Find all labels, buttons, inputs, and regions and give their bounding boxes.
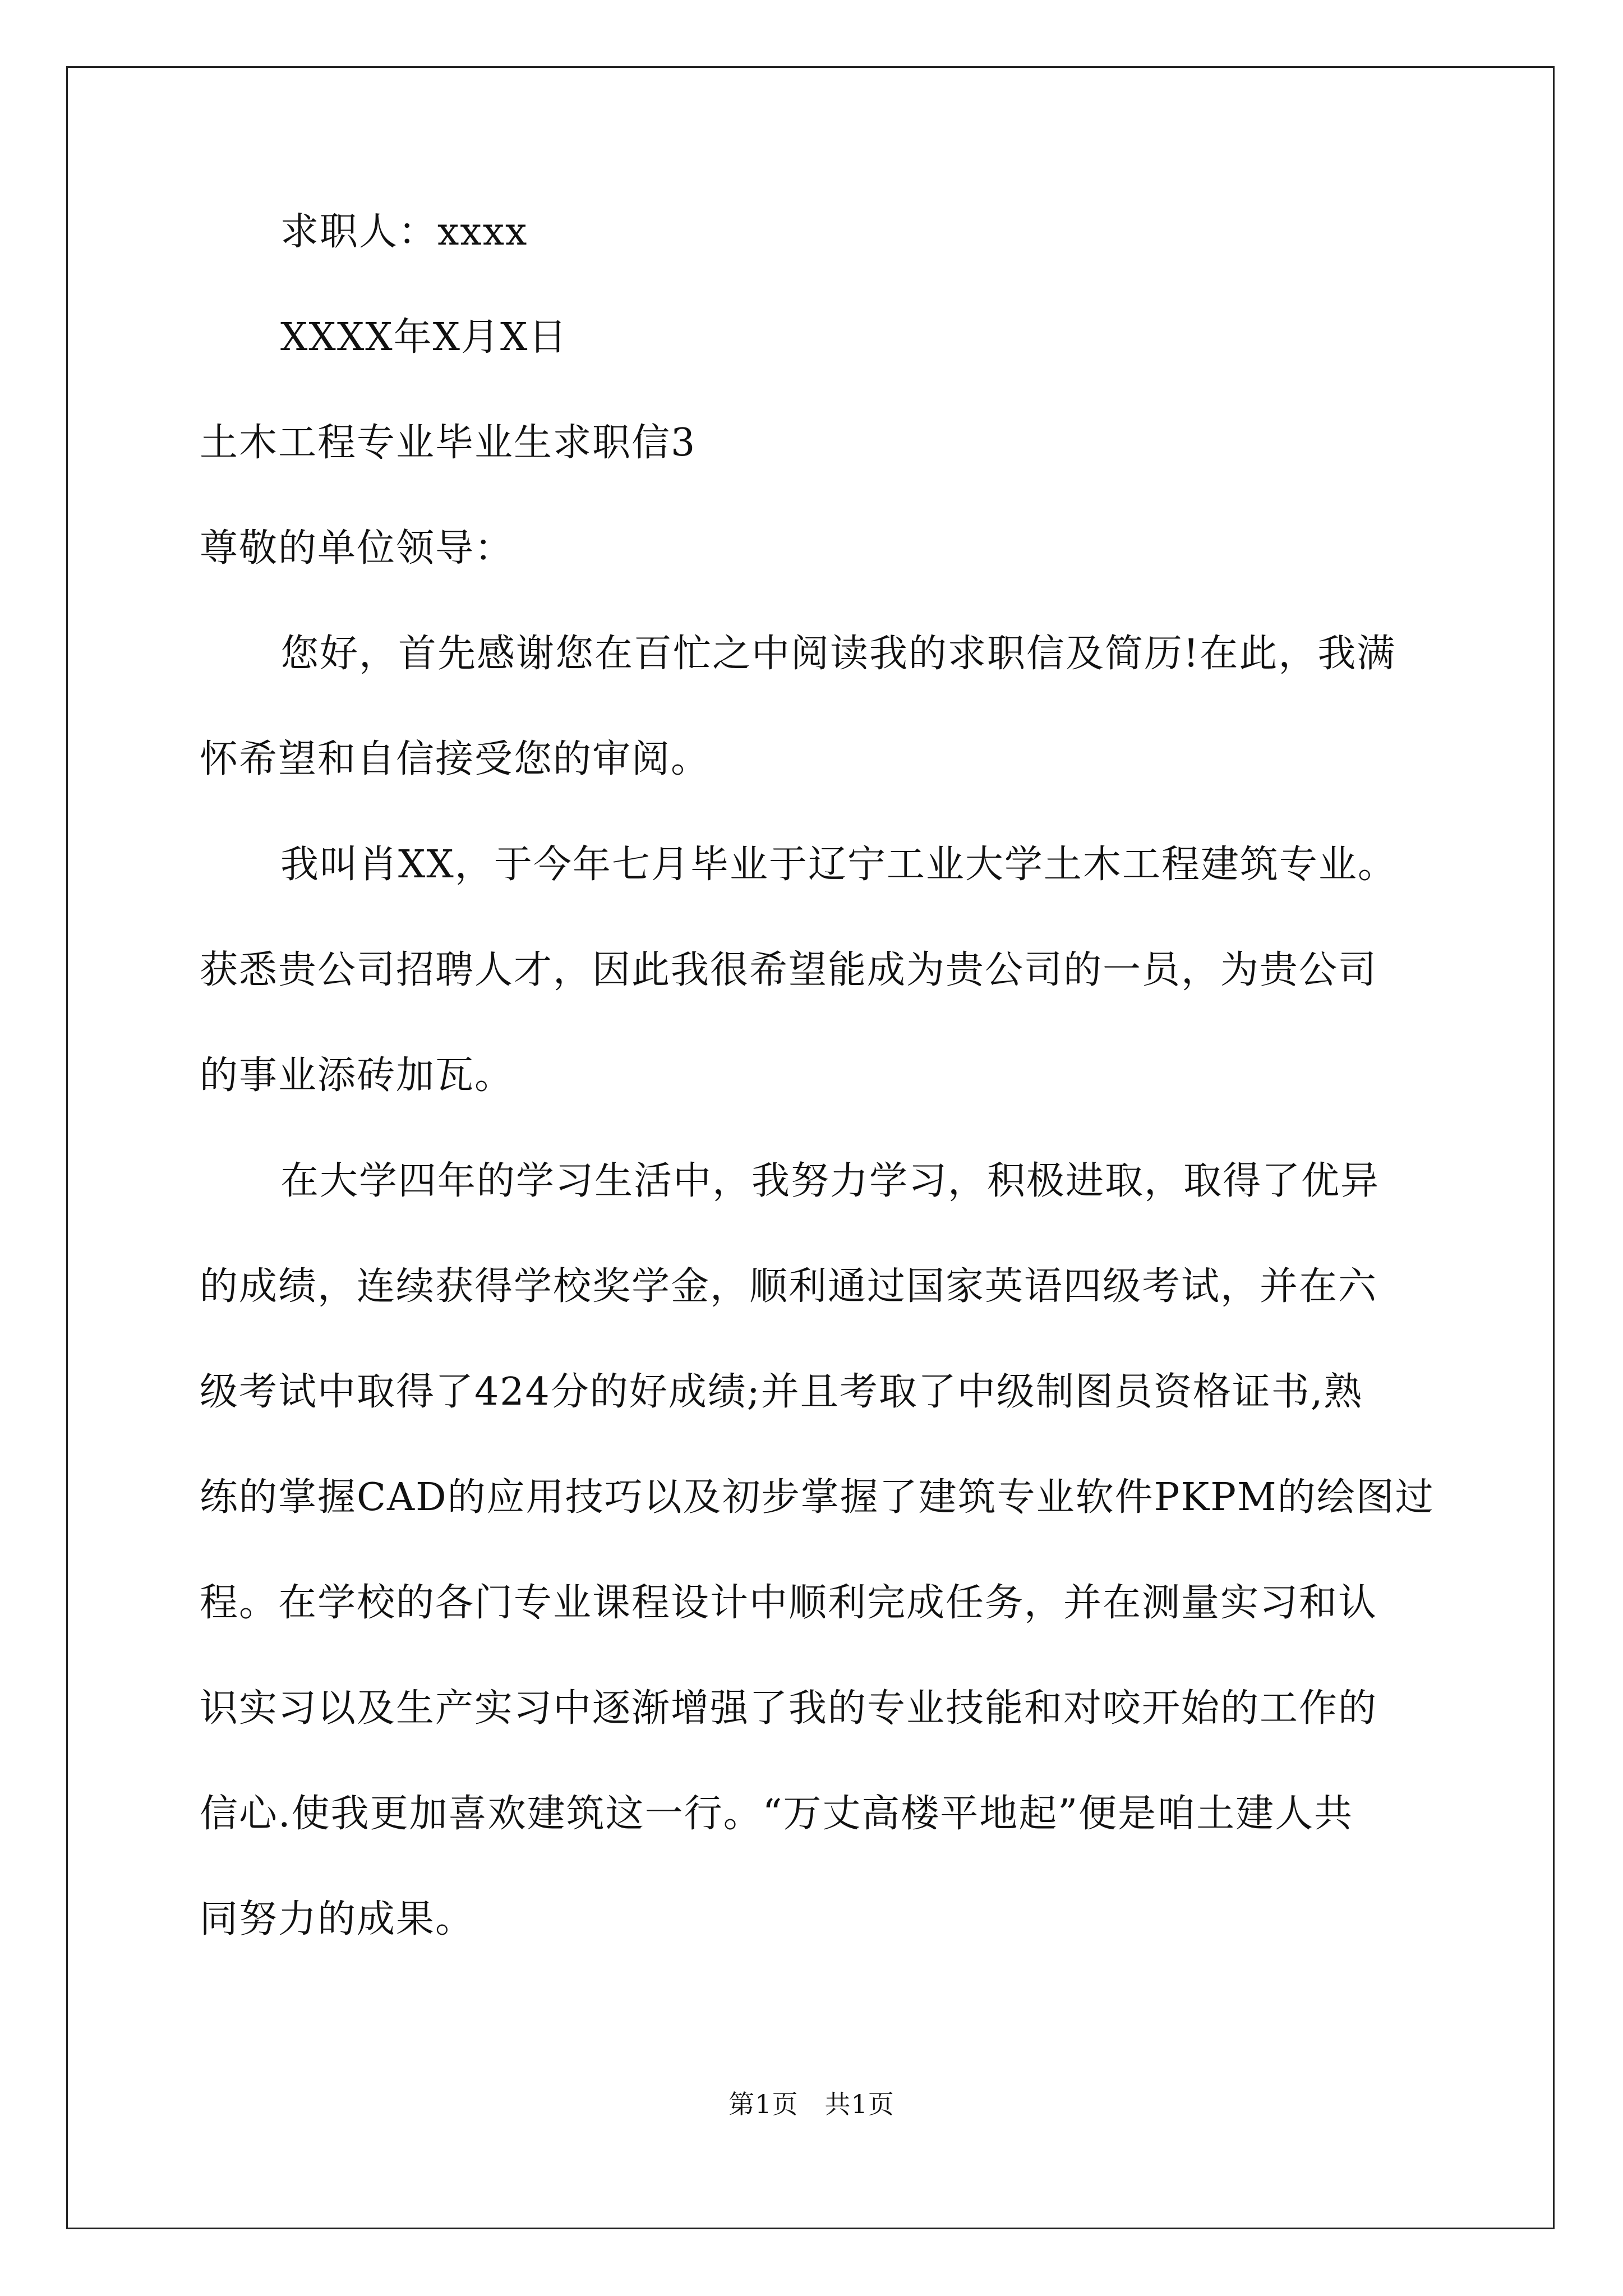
paragraph-line: 识实习以及生产实习中逐渐增强了我的专业技能和对咬开始的工作的 [200,1686,1378,1731]
paragraph-line: 同努力的成果。 [200,1897,475,1941]
paragraph-line: 程。在学校的各门专业课程设计中顺利完成任务，并在测量实习和认 [200,1581,1378,1625]
signature-line: 求职人：xxxx [280,210,528,254]
paragraph-line: 在大学四年的学习生活中，我努力学习，积极进取，取得了优异 [280,1159,1380,1203]
date-line: XXXX年X月X日 [280,315,568,360]
paragraph-line: 的成绩，连续获得学校奖学金，顺利通过国家英语四级考试，并在六 [200,1264,1378,1309]
paragraph-line: 的事业添砖加瓦。 [200,1053,514,1098]
paragraph-line: 我叫肖XX，于今年七月毕业于辽宁工业大学土木工程建筑专业。 [280,843,1397,887]
salutation: 尊敬的单位领导： [200,526,514,570]
paragraph-line: 练的掌握CAD的应用技巧以及初步掌握了建筑专业软件PKPM的绘图过 [200,1475,1435,1520]
letter-heading: 土木工程专业毕业生求职信3 [200,421,697,465]
page-number-footer: 第1页 共1页 [728,2089,895,2119]
paragraph-line: 怀希望和自信接受您的审阅。 [200,737,711,781]
paragraph-line: 获悉贵公司招聘人才，因此我很希望能成为贵公司的一员，为贵公司 [200,948,1378,992]
paragraph-line: 级考试中取得了424分的好成绩;并且考取了中级制图员资格证书,熟 [200,1370,1363,1414]
paragraph-line: 信心.使我更加喜欢建筑这一行。“万丈高楼平地起”便是咱土建人共 [200,1792,1354,1836]
paragraph-line: 您好，首先感谢您在百忙之中阅读我的求职信及简历!在此，我满 [280,632,1396,676]
